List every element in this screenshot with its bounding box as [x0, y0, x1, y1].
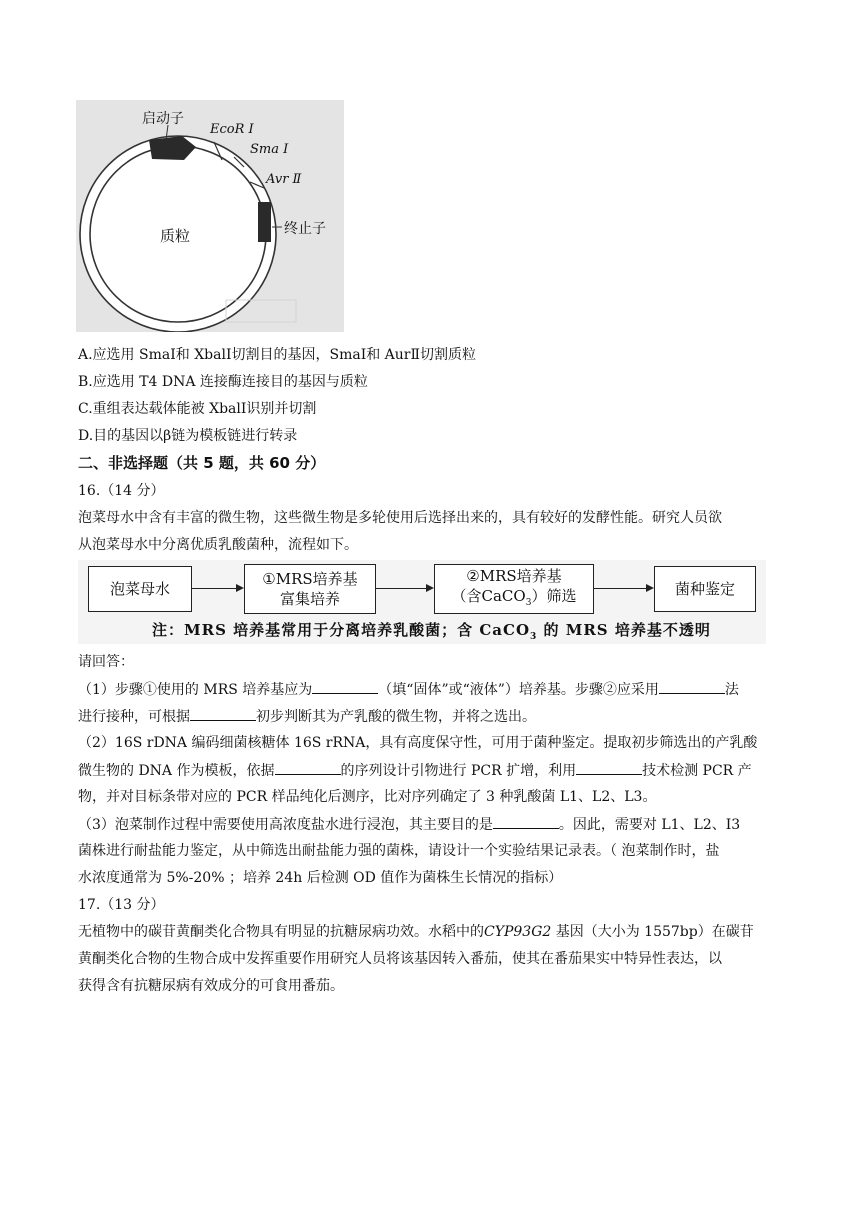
flow-note-post: 的 MRS 培养基不透明: [537, 621, 711, 639]
q16-intro-line2: 从泡菜母水中分离优质乳酸菌种，流程如下。: [78, 537, 358, 553]
terminator-label: 终止子: [284, 221, 326, 237]
flow-box-enrichment-line1: ①MRS培养基: [262, 570, 358, 588]
flow-arrow-2: [376, 588, 432, 589]
flow-box-screening-line1: ②MRS培养基: [466, 566, 562, 585]
q16-prompt: 请回答：: [78, 654, 134, 670]
option-a: A.应选用 SmaⅠ和 XbalⅠ切割目的基因，SmaⅠ和 AurⅡ切割质粒: [78, 347, 477, 363]
ecori-label: EcoR Ⅰ: [210, 122, 254, 137]
flow-note-pre: 注：MRS 培养基常用于分离培养乳酸菌；含 CaCO: [152, 621, 531, 639]
flow-box-identification: [654, 566, 756, 612]
q16-number: 16.（14 分）: [78, 483, 165, 499]
section-heading: 二、非选择题（共 5 题，共 60 分）: [78, 454, 326, 472]
option-c: C.重组表达载体能被 XbalⅠ识别并切割: [78, 401, 317, 417]
plasmid-diagram: [76, 100, 344, 332]
q16-intro-line1: 泡菜母水中含有丰富的微生物，这些微生物是多轮使用后选择出来的，具有较好的发酵性能。研究人员欲: [78, 510, 722, 526]
q16-part3-line3: 水浓度通常为 5%-20% ；培养 24h 后检测 OD 值作为菌株生长情况的指标）: [78, 870, 563, 886]
q17-gene-name: CYP93G2: [484, 924, 552, 940]
q16-part2-text-c: 的序列设计引物进行 PCR 扩增，利用: [340, 763, 577, 779]
q16-part1-line2: [78, 706, 536, 727]
flow-box-brine-label: 泡菜母水: [109, 580, 170, 598]
q17-line3: 获得含有抗糖尿病有效成分的可食用番茄。: [78, 978, 344, 994]
q17-line1: [78, 922, 754, 942]
option-d: D.目的基因以β链为模板链进行转录: [78, 428, 298, 444]
q16-part3-text-a: （3）泡菜制作过程中需要使用高浓度盐水进行浸泡，其主要目的是: [78, 817, 493, 833]
flow-arrow-1: [192, 588, 242, 589]
q16-part2-text-b: 微生物的 DNA 作为模板，依据: [78, 763, 275, 779]
q16-part2-line1: （2）16S rDNA 编码细菌核糖体 16S rRNA，具有高度保守性，可用于菌种鉴定。提取初步筛选出的产乳酸: [78, 735, 758, 751]
q17-line2: 黄酮类化合物的生物合成中发挥重要作用研究人员将该基因转入番茄，使其在番茄果实中特异性表达，以: [78, 951, 722, 967]
answer-blank-6[interactable]: [493, 814, 559, 829]
q16-part2-line2: [78, 760, 752, 781]
flow-note-sub: 3: [530, 632, 538, 642]
flow-box-brine: [88, 566, 192, 612]
flow-box-screening-line2-pre: （含CaCO: [451, 586, 526, 605]
answer-blank-3[interactable]: [190, 706, 256, 721]
q16-part1-text-d: 进行接种，可根据: [78, 709, 190, 725]
q16-part3-line1: [78, 814, 740, 835]
answer-blank-5[interactable]: [576, 760, 642, 775]
option-b: B.应选用 T4 DNA 连接酶连接目的基因与质粒: [78, 374, 368, 390]
terminator-block: [258, 202, 271, 242]
flow-box-screening-line2-sub: 3: [525, 597, 532, 608]
plasmid-label: 质粒: [160, 227, 191, 245]
q16-part3-text-b: 。因此，需要对 L1、L2、I3: [558, 817, 741, 833]
q16-part3-line2: 菌株进行耐盐能力鉴定，从中筛选出耐盐能力强的菌株，请设计一个实验结果记录表。（ 泡菜制作时，盐: [78, 843, 720, 859]
avrii-label: Avr Ⅱ: [266, 172, 302, 187]
smai-label: Sma Ⅰ: [250, 142, 289, 157]
q16-part1-text-b: （填“固体”或“液体”）培养基。步骤②应采用: [378, 682, 659, 698]
flow-box-screening: [434, 564, 594, 614]
q16-part1-text-e: 初步判断其为产乳酸的微生物，并将之选出。: [256, 709, 536, 725]
answer-blank-4[interactable]: [275, 760, 341, 775]
answer-blank-1[interactable]: [312, 679, 378, 694]
flow-box-enrichment-line2: 富集培养: [279, 590, 340, 608]
q16-part2-line3: 物，并对目标条带对应的 PCR 样品纯化后测序，比对序列确定了 3 种乳酸菌 L1、L2、L3。: [78, 789, 657, 805]
flow-box-screening-line2-post: ）筛选: [531, 586, 577, 605]
q16-part1-line1: [78, 679, 739, 700]
q17-text-2: 基因（大小为 1557bp）在碳苷: [551, 924, 754, 940]
q16-part2-text-d: 技术检测 PCR 产: [642, 763, 752, 779]
flow-box-identification-label: 菌种鉴定: [674, 580, 735, 598]
flow-chart: [78, 560, 766, 644]
flow-note: [152, 619, 711, 642]
answer-blank-2[interactable]: [659, 679, 725, 694]
flow-box-screening-line2: [452, 586, 577, 613]
flow-box-enrichment: [244, 564, 376, 614]
flow-arrow-3: [594, 588, 652, 589]
q16-part1-text-a: （1）步骤①使用的 MRS 培养基应为: [78, 682, 313, 698]
q16-part1-text-c: 法: [724, 682, 739, 698]
q17-number: 17.（13 分）: [78, 897, 165, 913]
q17-text-1: 无植物中的碳苷黄酮类化合物具有明显的抗糖尿病功效。水稻中的: [78, 924, 484, 940]
promoter-label: 启动子: [142, 111, 184, 127]
